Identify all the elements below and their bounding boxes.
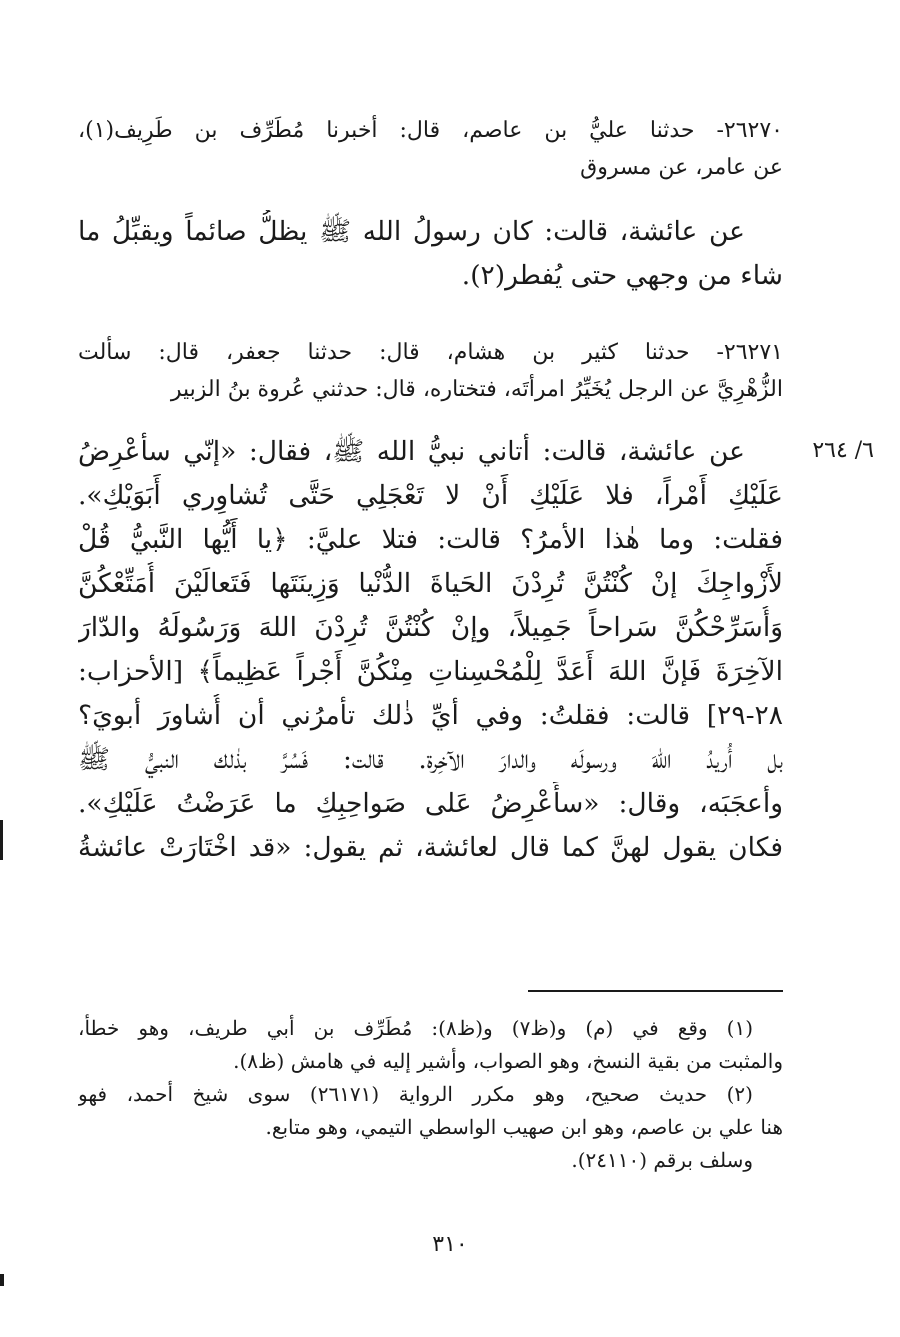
scan-edge-mark — [0, 1274, 4, 1286]
matn-line: عن عائشة، قالت: أتاني نبيُّ الله ﷺ، فقال: «إنّي سأعْرِضُ — [78, 436, 745, 467]
footnote-line: والمثبت من بقية النسخ، وهو الصواب، وأشير إليه في هامش (ظ٨). — [233, 1049, 783, 1073]
matn-line: وأعجَبَه، وقال: «سأَعْرِضُ عَلى صَواحِبِكِ ما عَرَضْتُ عَلَيْكِ». — [78, 788, 783, 819]
matn-line: ٢٨-٢٩] قالت: فقلتُ: وفي أيِّ ذٰلك تأمرُني أن أُشاورَ أبويَ؟ — [78, 700, 783, 731]
footnotes — [78, 1012, 783, 1177]
matn-line: شاء من وجهي حتى يُفطر(٢). — [461, 260, 783, 291]
matn-line: الآخِرَةَ فَإنَّ اللهَ أَعَدَّ لِلْمُحْسِناتِ مِنْكُنَّ أَجْراً عَظِيماً﴾ [الأحزاب: — [78, 656, 783, 687]
footnote-2 — [78, 1078, 783, 1177]
isnad-line: ٢٦٢٧٠- حدثنا عليُّ بن عاصم، قال: أخبرنا مُطَرِّف بن طَرِيف(١)، — [78, 118, 783, 143]
page-number: ٣١٠ — [432, 1232, 468, 1257]
isnad-line: الزُّهْرِيَّ عن الرجل يُخَيِّرُ امرأتَه، فتختاره، قال: حدثني عُروة بنُ الزبير — [170, 377, 783, 402]
matn-line: لأَزْواجِكَ إنْ كُنْتُنَّ تُرِدْنَ الحَياةَ الدُّنْيا وَزِينَتَها فَتَعالَيْنَ أُمَتِّعْكُنَّ — [78, 568, 783, 599]
matn-line: فكان يقول لهنَّ كما قال لعائشة، ثم يقول: «قد اخْتَارَتْ عائشةُ — [78, 832, 783, 863]
footnote-line: وسلف برقم (٢٤١١٠). — [571, 1148, 753, 1172]
matn-line: بل أُريدُ اللهَ ورسولَه والدارَ الآخِرة. قالت: فَسُرَّ بذٰلك النبيُّ ﷺ — [78, 744, 783, 775]
isnad-line: ٢٦٢٧١- حدثنا كثير بن هشام، قال: حدثنا جعفر، قال: سألت — [78, 340, 783, 365]
footnote-line: هنا علي بن عاصم، وهو ابن صهيب الواسطي التيمي، وهو متابع. — [265, 1115, 783, 1139]
matn-line: عن عائشة، قالت: كان رسولُ الله ﷺ يظلُّ صائماً ويقبِّلُ ما — [78, 216, 745, 247]
footnote-line: (٢) حديث صحيح، وهو مكرر الرواية (٢٦١٧١) سوى شيخ أحمد، فهو — [78, 1082, 753, 1106]
matn-line: فقلت: وما هٰذا الأمرُ؟ قالت: فتلا عليَّ: ﴿يا أَيُّها النَّبيُّ قُلْ — [78, 524, 783, 555]
hadith-26271-matn — [78, 430, 783, 870]
footnote-1 — [78, 1012, 783, 1078]
matn-line: وَأُسَرِّحْكُنَّ سَراحاً جَمِيلاً، وإنْ كُنْتُنَّ تُرِدْنَ اللهَ وَرَسُولَهُ والدّارَ — [78, 612, 783, 643]
footnote-line: (١) وقع في (م) و(ظ٧) و(ظ٨): مُطَرِّف بن أبي طريف، وهو خطأ، — [78, 1016, 753, 1040]
hadith-26271-isnad — [78, 334, 783, 408]
isnad-line: عن عامر، عن مسروق — [580, 155, 783, 180]
margin-volume-page-reference: ٦/ ٢٦٤ — [812, 438, 874, 463]
hadith-26270-matn — [78, 210, 783, 298]
hadith-26270-isnad — [78, 112, 783, 186]
scan-edge-mark — [0, 820, 3, 860]
footnote-separator — [528, 990, 783, 992]
matn-line: عَلَيْكِ أَمْراً، فلا عَلَيْكِ أَنْ لا تَعْجَلِي حَتَّى تُشاوِري أَبَوَيْكِ». — [78, 480, 783, 511]
